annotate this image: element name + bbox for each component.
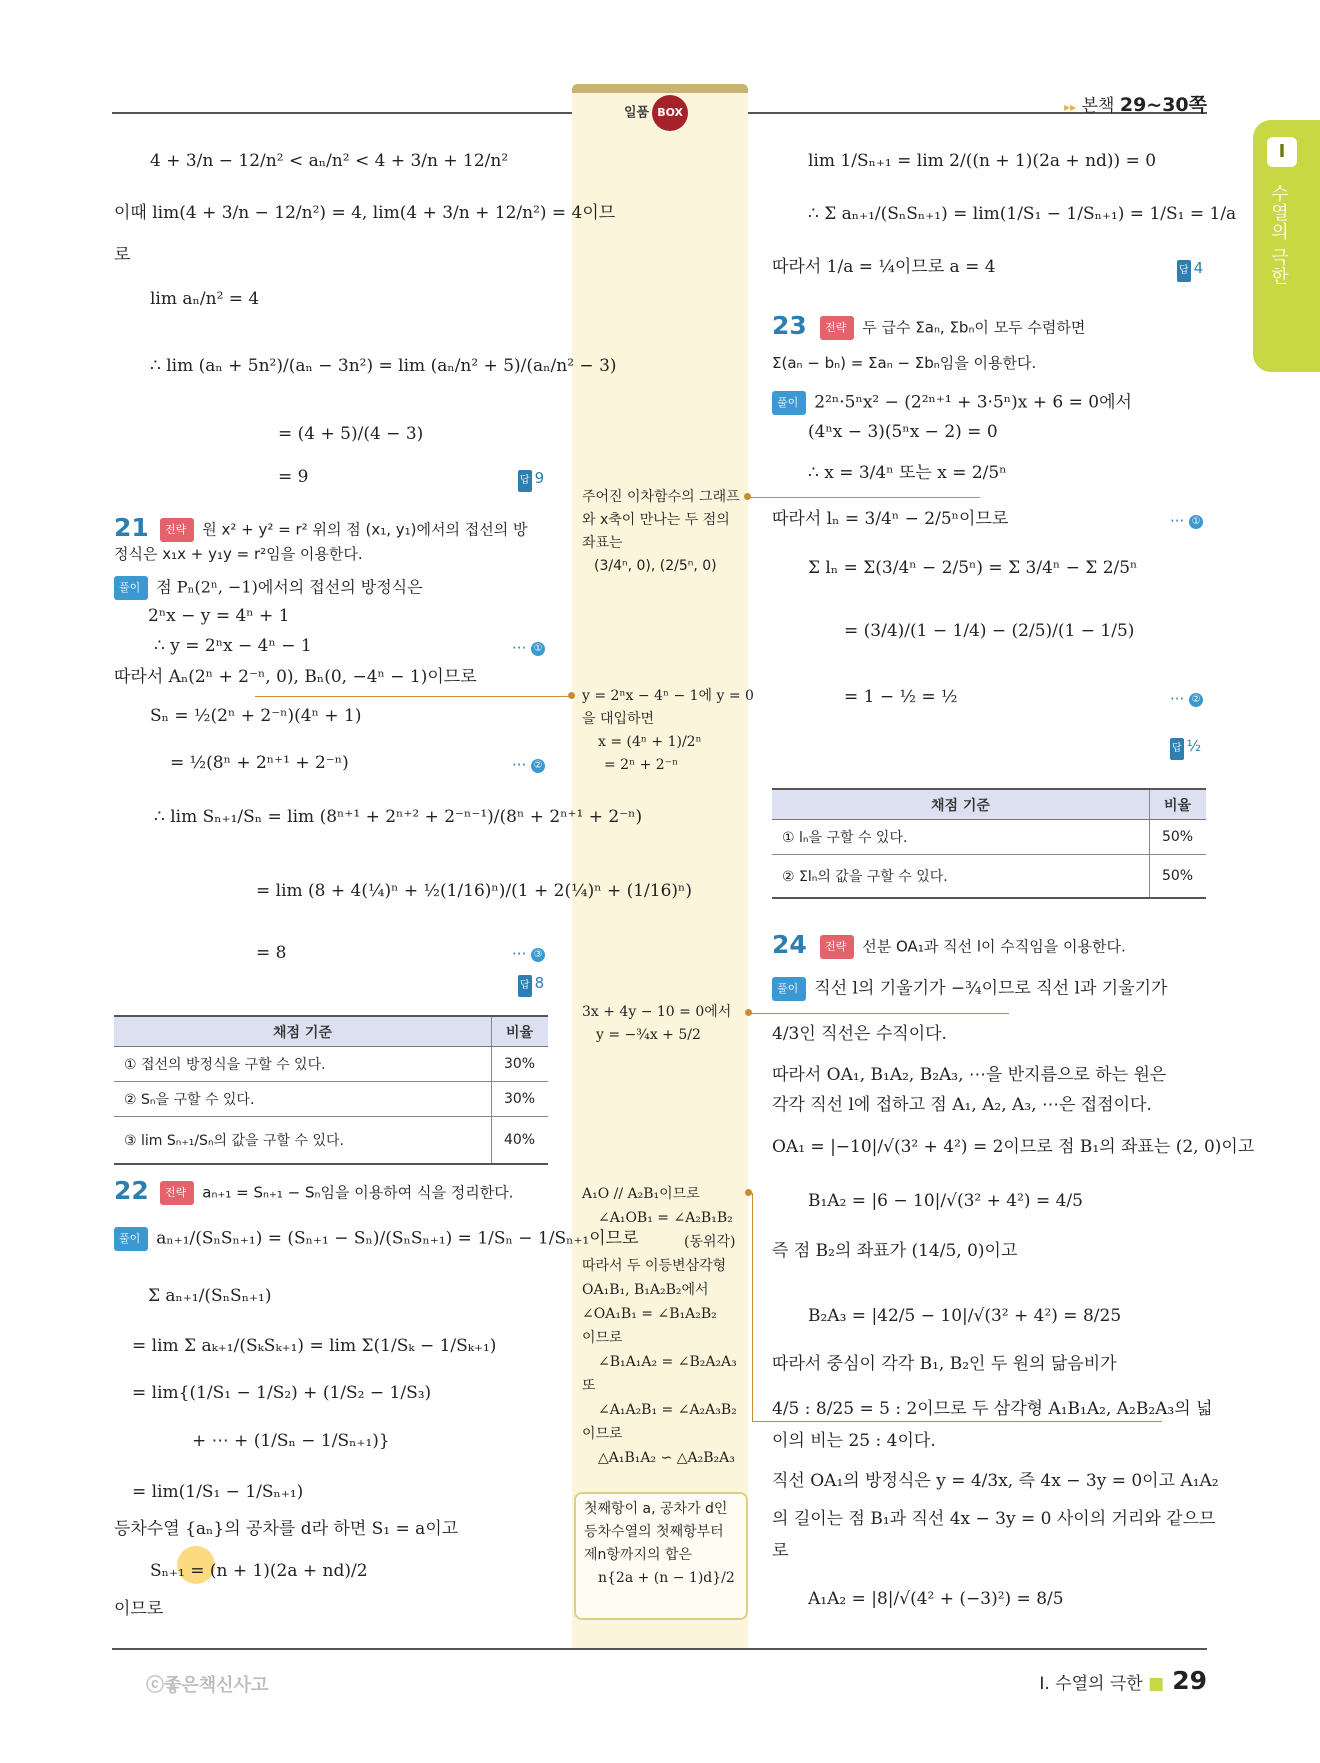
- text-line: = lim Σ aₖ₊₁/(SₖSₖ₊₁) = lim Σ(1/Sₖ − 1/Sₖ₊₁): [132, 1336, 497, 1356]
- text-line: = (4 + 5)/(4 − 3): [278, 424, 424, 444]
- text-line: B₂A₃ = |42/5 − 10|/√(3² + 4²) = 8/25: [808, 1306, 1122, 1326]
- table-header: 비율: [492, 1016, 549, 1047]
- text-line: lim 1/Sₙ₊₁ = lim 2/((n + 1)(2a + nd)) = 0: [808, 151, 1157, 171]
- scoring-table-23: [772, 788, 1206, 899]
- step-marker-2: ··· ②: [1170, 688, 1203, 710]
- text-line: 4/3인 직선은 수직이다.: [772, 1024, 947, 1044]
- text-line: ∴ Σ aₙ₊₁/(SₙSₙ₊₁) = lim(1/S₁ − 1/Sₙ₊₁) = 1/S₁ = 1/a: [808, 204, 1237, 224]
- problem-23-solution: 풀이 2²ⁿ·5ⁿx² − (2²ⁿ⁺¹ + 3·5ⁿ)x + 6 = 0에서: [772, 391, 1132, 415]
- table-row: ① lₙ을 구할 수 있다. 50%: [772, 820, 1206, 855]
- side-note-2: y = 2ⁿx − 4ⁿ − 1에 y = 0 을 대입하면 x = (4ⁿ + 1)/2ⁿ = 2ⁿ + 2⁻ⁿ: [582, 688, 754, 773]
- problem-22-strategy: 전략 aₙ₊₁ = Sₙ₊₁ − Sₙ임을 이용하여 식을 정리한다.: [160, 1181, 513, 1205]
- text-line: = lim{(1/S₁ − 1/S₂) + (1/S₂ − 1/S₃): [132, 1383, 432, 1403]
- step-marker-2: ··· ②: [512, 754, 545, 776]
- chapter-title: 수열의 극한: [1268, 184, 1289, 286]
- text-line: 따라서 중심이 각각 B₁, B₂인 두 원의 닮음비가: [772, 1354, 1117, 1374]
- table-header: 채점 기준: [772, 789, 1150, 820]
- side-note-3: 3x + 4y − 10 = 0에서 y = −¾x + 5/2: [582, 1004, 732, 1043]
- text-line: ∴ lim (aₙ + 5n²)/(aₙ − 3n²) = lim (aₙ/n² + 5)/(aₙ/n² − 3): [150, 356, 617, 376]
- answer-22: 답 4: [1177, 257, 1203, 282]
- text-line: 등차수열 {aₙ}의 공차를 d라 하면 S₁ = a이고: [114, 1519, 459, 1539]
- text-line: 이때 lim(4 + 3/n − 12/n²) = 4, lim(4 + 3/n + 12/n²) = 4이므: [114, 203, 616, 223]
- text-line: 따라서 OA₁, B₁A₂, B₂A₃, ⋯을 반지름으로 하는 원은: [772, 1065, 1167, 1085]
- answer-icon: 답: [518, 470, 532, 492]
- answer-icon: 답: [518, 975, 532, 997]
- text-line: 각각 직선 l에 접하고 점 A₁, A₂, A₃, ⋯은 접점이다.: [772, 1095, 1152, 1115]
- text-line: Sₙ₊₁ = (n + 1)(2a + nd)/2: [150, 1561, 368, 1581]
- text-line: 이므로: [114, 1599, 164, 1619]
- scoring-table-21: [114, 1015, 548, 1165]
- table-header: 비율: [1150, 789, 1207, 820]
- side-note-4: A₁O // A₂B₁이므로 ∠A₁OB₁ = ∠A₂B₁B₂ (동위각) 따라서 두 이등변삼각형 OA₁B₁, B₁A₂B₂에서 ∠OA₁B₁ = ∠B₁A₂B₂ 이므로 ∠B₁A₁A₂ = ∠B₂A₂A₃ 또 ∠A₁A₂B₁ = ∠A₂A₃B₂ 이므로 △A₁B₁A₂ ∽ △A₂B₂A₃: [582, 1186, 737, 1466]
- text-line: 따라서 lₙ = 3/4ⁿ − 2/5ⁿ이므로: [772, 509, 1009, 529]
- page-footer: [1039, 1666, 1207, 1695]
- text-line: 즉 점 B₂의 좌표가 (14/5, 0)이고: [772, 1241, 1018, 1261]
- problem-23-number: 23: [772, 311, 807, 340]
- box-badge: BOX: [652, 95, 688, 131]
- text-line: 2ⁿx − y = 4ⁿ + 1: [148, 606, 290, 626]
- text-line: B₁A₂ = |6 − 10|/√(3² + 4²) = 4/5: [808, 1191, 1083, 1211]
- text-line: 정식은 x₁x + y₁y = r²임을 이용한다.: [114, 545, 363, 563]
- text-line: 로: [772, 1541, 789, 1561]
- text-line: + ⋯ + (1/Sₙ − 1/Sₙ₊₁)}: [192, 1431, 390, 1451]
- problem-24-solution: 풀이 직선 l의 기울기가 −¾이므로 직선 l과 기울기가: [772, 977, 1167, 1001]
- box-label: 일품 BOX: [624, 95, 688, 131]
- step-marker-1: ··· ①: [1170, 510, 1203, 532]
- text-line: 이의 비는 25 : 4이다.: [772, 1431, 936, 1451]
- problem-21-strategy: 전략 원 x² + y² = r² 위의 점 (x₁, y₁)에서의 접선의 방: [160, 518, 527, 542]
- text-line: 따라서 1/a = ¼이므로 a = 4: [772, 257, 996, 277]
- chapter-tab[interactable]: [1253, 120, 1320, 372]
- text-line: = 1 − ½ = ½: [844, 687, 958, 707]
- table-header: 채점 기준: [114, 1016, 492, 1047]
- connector-line: [255, 696, 570, 697]
- text-line: = 9: [278, 467, 309, 487]
- chapter-footer: I. 수열의 극한: [1039, 1674, 1143, 1694]
- text-line: (4ⁿx − 3)(5ⁿx − 2) = 0: [808, 422, 998, 442]
- table-row: ② Sₙ을 구할 수 있다. 30%: [114, 1082, 548, 1117]
- chapter-number: I: [1267, 137, 1297, 167]
- text-line: 따라서 Aₙ(2ⁿ + 2⁻ⁿ, 0), Bₙ(0, −4ⁿ − 1)이므로: [114, 667, 477, 687]
- step-marker-1: ··· ①: [512, 637, 545, 659]
- problem-21-solution: 풀이 점 Pₙ(2ⁿ, −1)에서의 접선의 방정식은: [114, 576, 423, 600]
- text-line: 4 + 3/n − 12/n² < aₙ/n² < 4 + 3/n + 12/n²: [150, 151, 509, 171]
- text-line: OA₁ = |−10|/√(3² + 4²) = 2이므로 점 B₁의 좌표는 (2, 0)이고: [772, 1137, 1255, 1157]
- table-row: ③ lim Sₙ₊₁/Sₙ의 값을 구할 수 있다. 40%: [114, 1117, 548, 1165]
- answer-icon: 답: [1177, 260, 1191, 282]
- table-row: ① 접선의 방정식을 구할 수 있다. 30%: [114, 1047, 548, 1082]
- text-line: lim aₙ/n² = 4: [150, 289, 260, 309]
- problem-21-number: 21: [114, 513, 149, 542]
- text-line: = (3/4)/(1 − 1/4) − (2/5)/(1 − 1/5): [844, 621, 1135, 641]
- text-line: = ½(8ⁿ + 2ⁿ⁺¹ + 2⁻ⁿ): [170, 753, 349, 773]
- strategy-tag: 전략: [160, 1181, 194, 1205]
- strategy-tag: 전략: [160, 518, 194, 542]
- solution-tag: 풀이: [114, 576, 148, 600]
- footer-rule: [112, 1648, 1207, 1650]
- publisher-mark: ⓒ좋은책신사고: [146, 1675, 269, 1696]
- text-line: = 8: [256, 943, 287, 963]
- text-line: 직선 OA₁의 방정식은 y = 4/3x, 즉 4x − 3y = 0이고 A₁A₂: [772, 1471, 1219, 1491]
- connector-line: [749, 1013, 1009, 1014]
- double-arrow-icon: ▸▸: [1064, 100, 1077, 114]
- step-marker-3: ··· ③: [512, 943, 545, 965]
- text-line: 의 길이는 점 B₁과 직선 4x − 3y = 0 사이의 거리와 같으므: [772, 1509, 1216, 1529]
- text-line: = lim(1/S₁ − 1/Sₙ₊₁): [132, 1482, 304, 1502]
- connector-line: [752, 1193, 753, 1421]
- text-line: Σ lₙ = Σ(3/4ⁿ − 2/5ⁿ) = Σ 3/4ⁿ − Σ 2/5ⁿ: [808, 558, 1138, 578]
- text-line: ∴ x = 3/4ⁿ 또는 x = 2/5ⁿ: [808, 463, 1007, 483]
- problem-22-number: 22: [114, 1176, 149, 1205]
- side-note-1: 주어진 이차함수의 그래프 와 x축이 만나는 두 점의 좌표는 (3/4ⁿ, 0), (2/5ⁿ, 0): [582, 489, 740, 574]
- text-line: ∴ y = 2ⁿx − 4ⁿ − 1: [154, 636, 312, 656]
- answer-23: 답 ½: [1170, 735, 1201, 760]
- solution-tag: 풀이: [772, 391, 806, 415]
- connector-line: [748, 497, 980, 498]
- answer-icon: 답: [1170, 738, 1184, 760]
- text-line: Σ(aₙ − bₙ) = Σaₙ − Σbₙ임을 이용한다.: [772, 354, 1037, 372]
- connector-line: [752, 1421, 1162, 1422]
- answer-20: 답 9: [518, 467, 544, 492]
- page-number: 29: [1172, 1666, 1207, 1695]
- text-line: 로: [114, 245, 131, 265]
- problem-22-solution: 풀이 aₙ₊₁/(SₙSₙ₊₁) = (Sₙ₊₁ − Sₙ)/(SₙSₙ₊₁) = 1/Sₙ − 1/Sₙ₊₁이므로: [114, 1227, 639, 1251]
- text-line: ∴ lim Sₙ₊₁/Sₙ = lim (8ⁿ⁺¹ + 2ⁿ⁺² + 2⁻ⁿ⁻¹)/(8ⁿ + 2ⁿ⁺¹ + 2⁻ⁿ): [154, 807, 643, 827]
- problem-24-strategy: 전략 선분 OA₁과 직선 l이 수직임을 이용한다.: [820, 935, 1126, 959]
- problem-23-strategy: 전략 두 급수 Σaₙ, Σbₙ이 모두 수렴하면: [820, 316, 1085, 340]
- text-line: A₁A₂ = |8|/√(4² + (−3)²) = 8/5: [808, 1589, 1064, 1609]
- text-line: 4/5 : 8/25 = 5 : 2이므로 두 삼각형 A₁B₁A₂, A₂B₂A₃의 넓: [772, 1399, 1213, 1419]
- side-note-column-cap: [572, 84, 748, 93]
- table-row: ② Σlₙ의 값을 구할 수 있다. 50%: [772, 855, 1206, 899]
- strategy-tag: 전략: [820, 935, 854, 959]
- solution-tag: 풀이: [772, 977, 806, 1001]
- solution-tag: 풀이: [114, 1227, 148, 1251]
- text-line: Σ aₙ₊₁/(SₙSₙ₊₁): [148, 1286, 272, 1306]
- text-line: = lim (8 + 4(¼)ⁿ + ½(1/16)ⁿ)/(1 + 2(¼)ⁿ + (1/16)ⁿ): [256, 881, 693, 901]
- answer-21: 답 8: [518, 972, 544, 997]
- strategy-tag: 전략: [820, 316, 854, 340]
- bullet-icon: ■: [1148, 1674, 1165, 1694]
- page-reference: ▸▸ 본책 29~30쪽: [1064, 94, 1207, 116]
- text-line: Sₙ = ½(2ⁿ + 2⁻ⁿ)(4ⁿ + 1): [150, 706, 362, 726]
- side-note-5: 첫째항이 a, 공차가 d인 등차수열의 첫째항부터 제n항까지의 합은 n{2a + (n − 1)d}/2: [584, 1501, 735, 1586]
- problem-24-number: 24: [772, 930, 807, 959]
